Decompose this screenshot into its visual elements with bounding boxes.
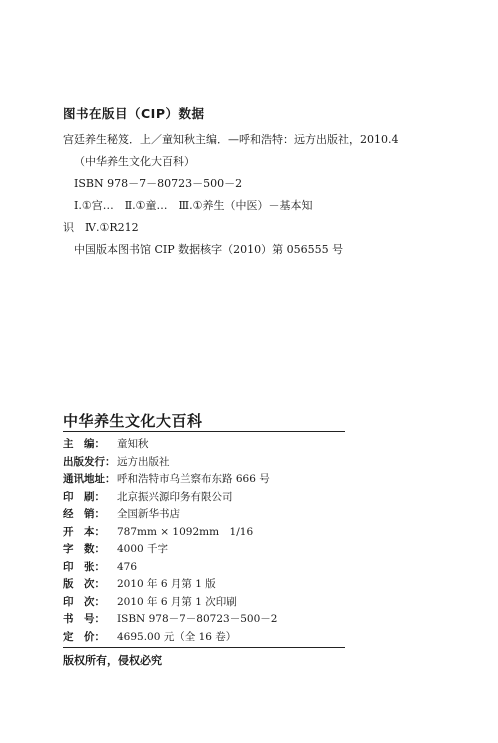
info-value: 4000 千字 [117,543,169,555]
info-row [63,471,270,486]
info-label: 印 张： [63,560,105,573]
info-label: 通讯地址： [63,473,116,485]
book-title: 中华养生文化大百科 [63,412,203,430]
info-value: ISBN 978－7－80723－500－2 [117,613,278,625]
info-value: 北京振兴源印务有限公司 [117,490,233,503]
info-value: 2010 年 6 月第 1 次印刷 [117,595,237,608]
info-row [63,541,168,556]
title-rule [63,431,345,432]
info-value: 呼和浩特市乌兰察布东路 666 号 [117,473,270,485]
info-value: 2010 年 6 月第 1 版 [117,578,216,590]
info-label: 定 价： [63,630,105,643]
info-row [63,524,253,539]
copyright-notice: 版权所有，侵权必究 [63,654,162,667]
info-label: 开 本： [63,525,105,538]
info-row [63,559,137,574]
bottom-rule [63,647,345,648]
cip-line: ISBN 978－7－80723－500－2 [74,177,243,190]
cip-line: 识 Ⅳ.①R212 [63,221,139,234]
cip-line: （中华养生文化大百科） [74,155,195,168]
info-row [63,611,277,626]
info-row [63,576,216,591]
info-value: 远方出版社 [117,455,170,468]
info-row [63,506,180,521]
info-row [63,436,149,451]
info-value: 476 [117,560,138,573]
info-label: 经 销： [63,508,105,520]
cip-line: Ⅰ.①宫… Ⅱ.①童… Ⅲ.①养生（中医）－基本知 [74,199,313,212]
info-label: 印 刷： [63,490,105,503]
cip-line: 宫廷养生秘笈．上／童知秋主编．—呼和浩特：远方出版社，2010.4 [63,133,399,146]
cip-line: 中国版本图书馆 CIP 数据核字（2010）第 056555 号 [74,243,344,256]
info-value: 787mm × 1092mm 1/16 [117,525,254,538]
info-label: 版 次： [63,578,105,590]
info-value: 童知秋 [117,438,149,450]
info-label: 印 次： [63,595,105,608]
info-label: 字 数： [63,543,105,555]
info-label: 主 编： [63,438,105,450]
info-value: 全国新华书店 [117,508,180,520]
info-value: 4695.00 元（全 16 卷） [117,630,237,643]
info-row [63,454,170,469]
info-row [63,489,233,504]
info-label: 书 号： [63,613,105,625]
info-row [63,594,237,609]
info-row [63,629,236,644]
cip-heading: 图书在版目（CIP）数据 [63,106,205,121]
info-label: 出版发行： [63,455,116,468]
